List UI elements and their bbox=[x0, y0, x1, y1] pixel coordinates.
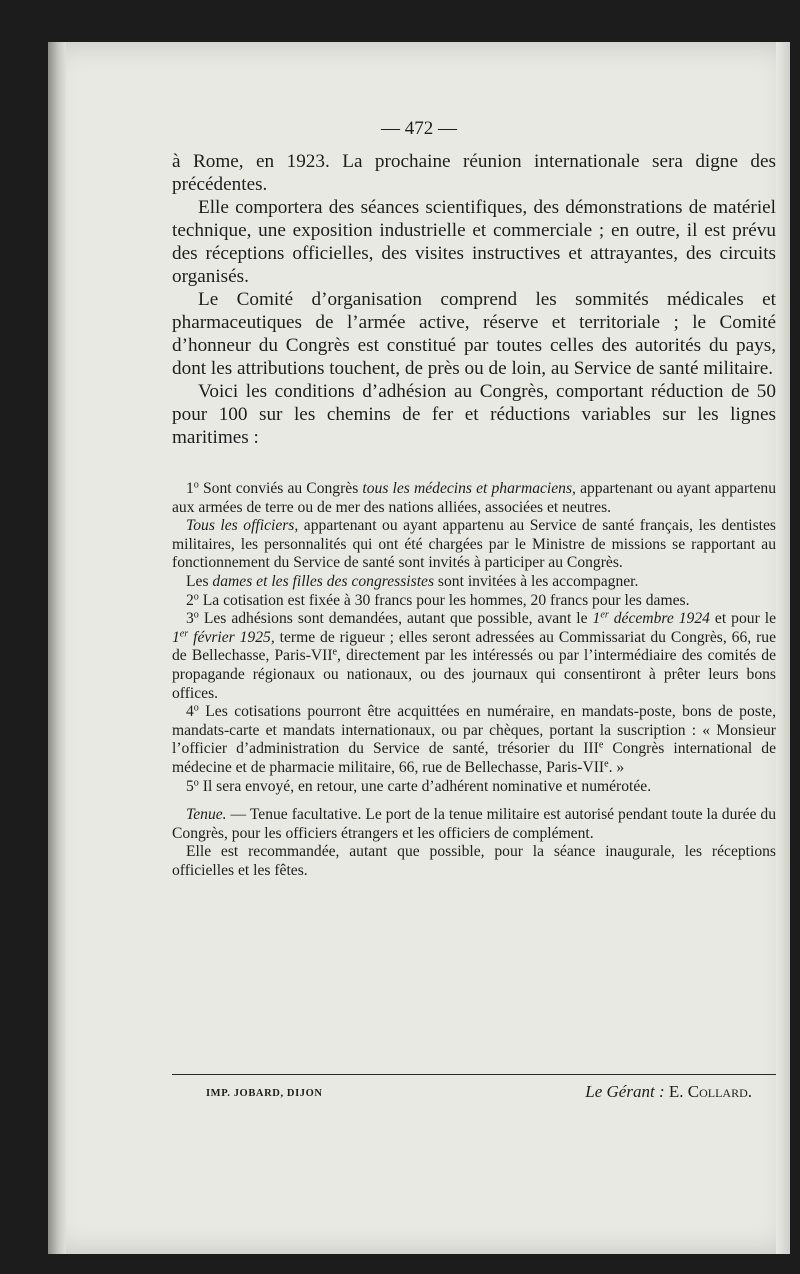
paragraph: Le Comité d’organisation comprend les sommités médicales et pharmaceutiques de l’armée active, réserve et territoriale ; le Comité d’honneur du Congrès est constitué par toutes celles des autorités du pays, dont les attributions touchent, de près ou de loin, au Service de santé militaire. bbox=[172, 289, 776, 379]
gerant-label: Le Gérant : bbox=[585, 1082, 665, 1101]
document-page bbox=[48, 42, 790, 1254]
footer bbox=[172, 1082, 776, 1106]
footer-rule bbox=[172, 1074, 776, 1075]
condition-1: 1$^o$ Sont conviés au Congrès tous les médecins et pharmaciens, appartenant ou ayant appartenu aux armées de terre ou de mer des nations alliées, associées et neutres. bbox=[172, 479, 777, 516]
paragraph: Elle comportera des séances scientifiques, des démonstrations de matériel technique, une exposition industrielle et commerciale ; en outre, il est prévu des réceptions officielles, des visites instructives et attrayantes, des circuits organisés. bbox=[172, 197, 776, 287]
page-binding-edge bbox=[48, 42, 66, 1254]
page-number: — 472 — bbox=[381, 118, 457, 139]
tenue-paragraph: Tenue. — Tenue facultative. Le port de la tenue militaire est autorisé pendant toute la durée du Congrès, pour les officiers étrangers et les officiers de complément. bbox=[172, 806, 776, 842]
tenue-paragraph-2: Elle est recommandée, autant que possible, pour la séance inaugurale, les réceptions officielles et les fêtes. bbox=[172, 843, 776, 879]
main-text bbox=[172, 150, 776, 449]
condition-ladies: Les dames et les filles des congressistes sont invitées à les accompagner. bbox=[186, 572, 639, 590]
condition-4: 4$^o$ Les cotisations pourront être acquittées en numéraire, en mandats-poste, bons de poste, mandats-carte et mandats internationaux, ou par chèques, portant la suscription : « Monsieur l’officier d’administration du Service de santé, trésorier du IIIe Congrès international de médecine et de pharmacie militaire, 66, rue de Bellechasse, Paris-VIIe. » bbox=[172, 702, 776, 776]
condition-2: 2$^o$ La cotisation est fixée à 30 francs pour les hommes, 20 francs pour les dames. bbox=[186, 591, 690, 609]
paragraph: Voici les conditions d’adhésion au Congrès, comportant réduction de 50 pour 100 sur les chemins de fer et réductions variables sur les lignes maritimes : bbox=[172, 381, 776, 448]
condition-officers: Tous les officiers, appartenant ou ayant appartenu au Service de santé français, les dentistes militaires, les personnalités qui ont été chargées par le Ministre de missions se rapportant au fonctionnement du Service de santé sont invités à participer au Congrès. bbox=[172, 517, 776, 572]
paragraph: à Rome, en 1923. La prochaine réunion internationale sera digne des précédentes. bbox=[172, 151, 776, 195]
condition-5: 5$^o$ Il sera envoyé, en retour, une carte d’adhérent nominative et numérotée. bbox=[186, 776, 652, 795]
conditions-list bbox=[172, 480, 776, 880]
gerant-signature bbox=[585, 1082, 752, 1102]
gerant-name: E. Collard. bbox=[668, 1082, 752, 1101]
page-right-edge bbox=[776, 42, 790, 1254]
printer-imprint: IMP. JOBARD, DIJON bbox=[206, 1088, 323, 1099]
condition-3: 3$^o$ Les adhésions sont demandées, autant que possible, avant le 1er décembre 1924 et pour le 1er février 1925, terme de rigueur ; elles seront adressées au Commissariat du Congrès, 66, rue de Bellechasse, Paris-VIIe, directement par les intéressés ou par l’intermédiaire des comités de propagande régionaux ou nationaux, ou des journaux qui consentiront à prêter leurs bons offices. bbox=[172, 609, 777, 702]
